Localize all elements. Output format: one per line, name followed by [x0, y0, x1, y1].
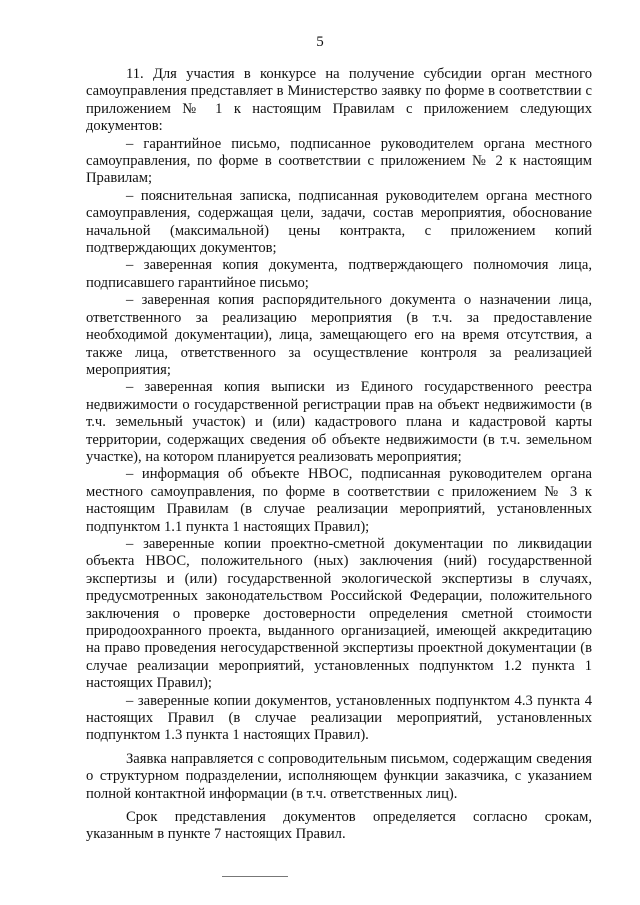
- paragraph-submission-deadline: Срок представления документов определяется согласно срокам, указанным в пункте 7 настоящих Правил.: [86, 809, 592, 843]
- list-item-explanatory-note: – пояснительная записка, подписанная руководителем органа местного самоуправления, содержащая цели, задачи, состав мероприятия, обоснование начальной (максимальной) цены контракта, с приложением копий подтверждающих документов;: [86, 187, 592, 257]
- list-item-guarantee-letter: – гарантийное письмо, подписанное руководителем органа местного самоуправления, по форме в соответствии с приложением № 2 к настоящим Правилам;: [86, 135, 592, 187]
- list-item-authority-copy: – заверенная копия документа, подтверждающего полномочия лица, подписавшего гарантийное письмо;: [86, 257, 592, 291]
- page-number: 5: [316, 34, 324, 50]
- list-item-nvos-info: – информация об объекте НВОС, подписанная руководителем органа местного самоуправления, по форме в соответствии с приложением № 3 к настоящим Правилам (в случае реализации мероприятий, установленных подпунктом 1.1 пункта 1 настоящих Правил);: [86, 466, 592, 535]
- paragraph-cover-letter: Заявка направляется с сопроводительным письмом, содержащим сведения о структурном подразделении, исполняющем функции заказчика, с указанием полной контактной информации (в т.ч. ответственных лиц).: [86, 750, 592, 802]
- document-body: [86, 66, 592, 844]
- list-item-appointment-order: – заверенная копия распорядительного документа о назначении лица, ответственного за реализацию мероприятия (в т.ч. за предоставление необходимой документации), лица, замещающего его на время отсутствия, а также лица, ответственного за осуществление контроля за реализацией мероприятия;: [86, 292, 592, 378]
- list-item-design-documentation: – заверенные копии проектно-сметной документации по ликвидации объекта НВОС, положительного (ных) заключения (ний) государственной экспертизы и (или) государственной экологической экспертизы в случаях, предусмотренных законодательством Российской Федерации, положительного заключения о проверке достоверности определения сметной стоимости природоохранного проекта, выданного организацией, имеющей аккредитацию на право проведения негосударственной экспертизы проектной документации (в случае реализации мероприятий, установленных подпунктом 1.2 пункта 1 настоящих Правил);: [86, 535, 592, 692]
- paragraph-item-11: 11. Для участия в конкурсе на получение субсидии орган местного самоуправления представляет в Министерство заявку по форме в соответствии с приложением № 1 к настоящим Правилам с приложением следующих документов:: [86, 66, 592, 135]
- footer-divider: [222, 876, 288, 877]
- list-item-subclause-documents: – заверенные копии документов, установленных подпунктом 4.3 пункта 4 настоящих Правил (в случае реализации мероприятий, установленных подпунктом 1.3 пункта 1 настоящих Правил).: [86, 692, 592, 744]
- list-item-registry-extract: – заверенная копия выписки из Единого государственного реестра недвижимости о государственной регистрации прав на объект недвижимости (в т.ч. земельный участок) и (или) кадастрового плана и кадастровой карты территории, содержащих сведения об объекте недвижимости (в т.ч. земельном участке), на котором планируется реализовать мероприятия;: [86, 379, 592, 465]
